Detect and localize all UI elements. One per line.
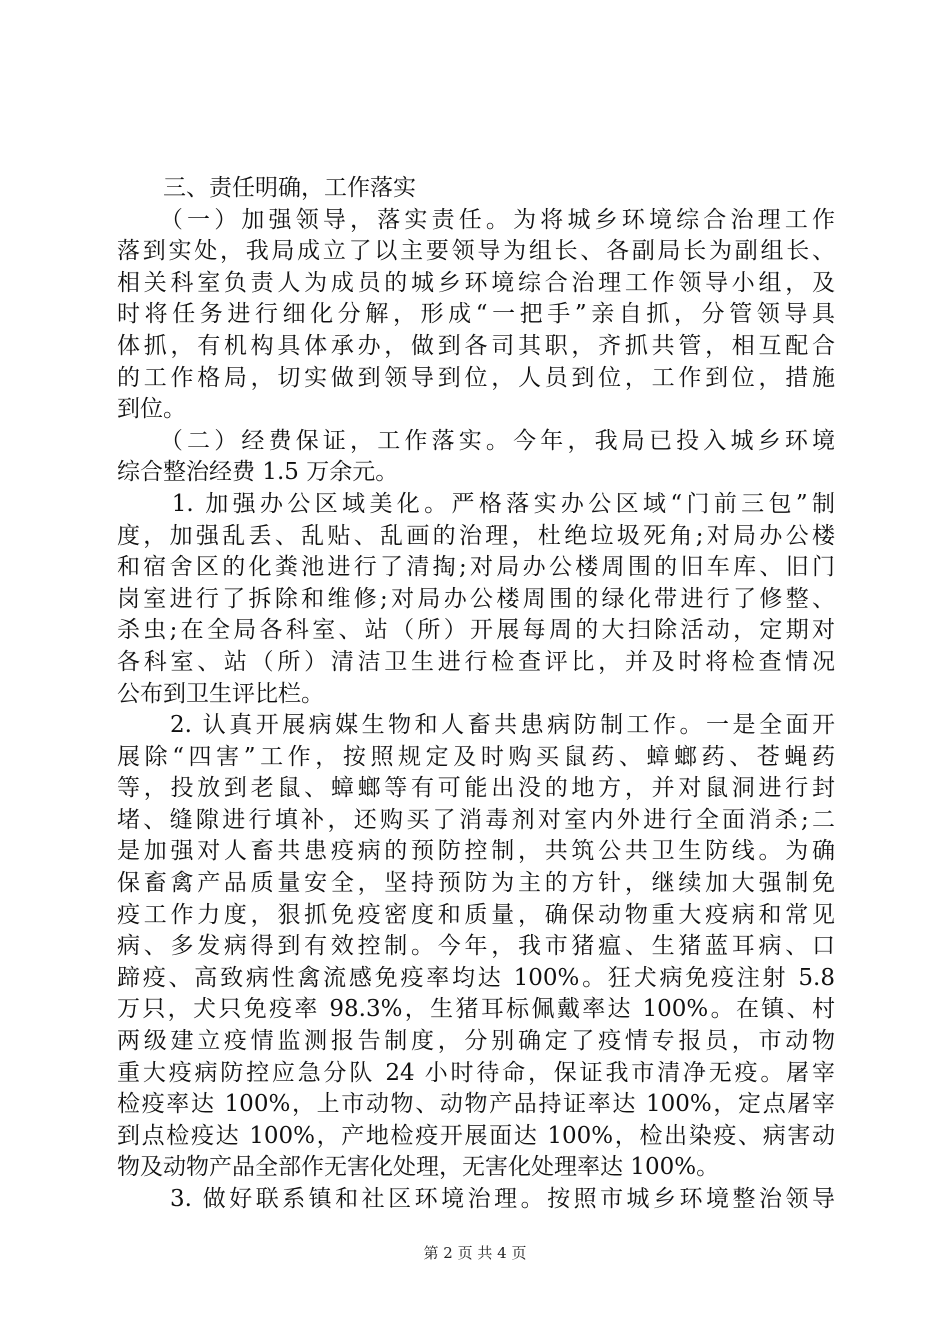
text-line: 三、责任明确，工作落实 — [117, 175, 416, 201]
text-line: 公布到卫生评比栏。 — [117, 680, 324, 707]
text-line: 检疫率达 100%，上市动物、动物产品持证率达 100%，定点屠宰 — [117, 1091, 835, 1118]
text-line: 到点检疫达 100%，产地检疫开展面达 100%，检出染疫、病害动 — [117, 1122, 835, 1149]
text-line: 到位。 — [117, 396, 186, 423]
text-line: 的工作格局，切实做到领导到位，人员到位，工作到位，措施 — [117, 364, 835, 391]
text-line: 两级建立疫情监测报告制度，分别确定了疫情专报员，市动物 — [117, 1028, 835, 1055]
text-line: 综合整治经费 1.5 万余元。 — [117, 459, 399, 486]
text-line: 和宿舍区的化粪池进行了清掏;对局办公楼周围的旧车库、旧门 — [117, 554, 835, 581]
text-line: 万只，犬只免疫率 98.3%，生猪耳标佩戴率达 100%。在镇、村 — [117, 996, 835, 1023]
text-line: 等，投放到老鼠、蟑螂等有可能出没的地方，并对鼠洞进行封 — [117, 775, 835, 802]
text-line: 岗室进行了拆除和维修;对局办公楼周围的绿化带进行了修整、 — [117, 585, 835, 612]
page-footer: 第 2 页 共 4 页 — [423, 1244, 527, 1262]
text-line: 展除“四害”工作，按照规定及时购买鼠药、蟑螂药、苍蝇药 — [117, 743, 835, 770]
text-line: 各科室、站（所）清洁卫生进行检查评比，并及时将检查情况 — [117, 648, 835, 675]
text-line: 物及动物产品全部作无害化处理，无害化处理率达 100%。 — [117, 1154, 720, 1181]
text-line: 重大疫病防控应急分队 24 小时待命，保证我市清净无疫。屠宰 — [117, 1059, 835, 1086]
body-text — [117, 173, 835, 1216]
text-line: 3. 做好联系镇和社区环境治理。按照市城乡环境整治领导 — [117, 1186, 835, 1212]
text-line: 时将任务进行细化分解，形成“一把手”亲自抓，分管领导具 — [117, 301, 835, 328]
text-line: 杀虫;在全局各科室、站（所）开展每周的大扫除活动，定期对 — [117, 617, 835, 644]
text-line: 是加强对人畜共患疫病的预防控制，共筑公共卫生防线。为确 — [117, 838, 835, 865]
text-line: （一）加强领导，落实责任。为将城乡环境综合治理工作 — [117, 206, 835, 233]
text-line: 2. 认真开展病媒生物和人畜共患病防制工作。一是全面开 — [117, 712, 835, 739]
text-line: （二）经费保证，工作落实。今年，我局已投入城乡环境 — [117, 427, 835, 454]
text-line: 相关科室负责人为成员的城乡环境综合治理工作领导小组，及 — [117, 269, 835, 296]
text-line: 体抓，有机构具体承办，做到各司其职，齐抓共管，相互配合 — [117, 332, 835, 359]
text-line: 度，加强乱丢、乱贴、乱画的治理，杜绝垃圾死角;对局办公楼 — [117, 522, 835, 549]
text-line: 1. 加强办公区域美化。严格落实办公区域“门前三包”制 — [117, 490, 835, 517]
text-line: 病、多发病得到有效控制。今年，我市猪瘟、生猪蓝耳病、口 — [117, 933, 835, 960]
text-line: 蹄疫、高致病性禽流感免疫率均达 100%。狂犬病免疫注射 5.8 — [117, 964, 835, 991]
text-line: 疫工作力度，狠抓免疫密度和质量，确保动物重大疫病和常见 — [117, 901, 835, 928]
text-line: 落到实处，我局成立了以主要领导为组长、各副局长为副组长、 — [117, 238, 835, 265]
text-line: 堵、缝隙进行填补，还购买了消毒剂对室内外进行全面消杀;二 — [117, 806, 835, 833]
text-line: 保畜禽产品质量安全，坚持预防为主的方针，继续加大强制免 — [117, 870, 835, 897]
